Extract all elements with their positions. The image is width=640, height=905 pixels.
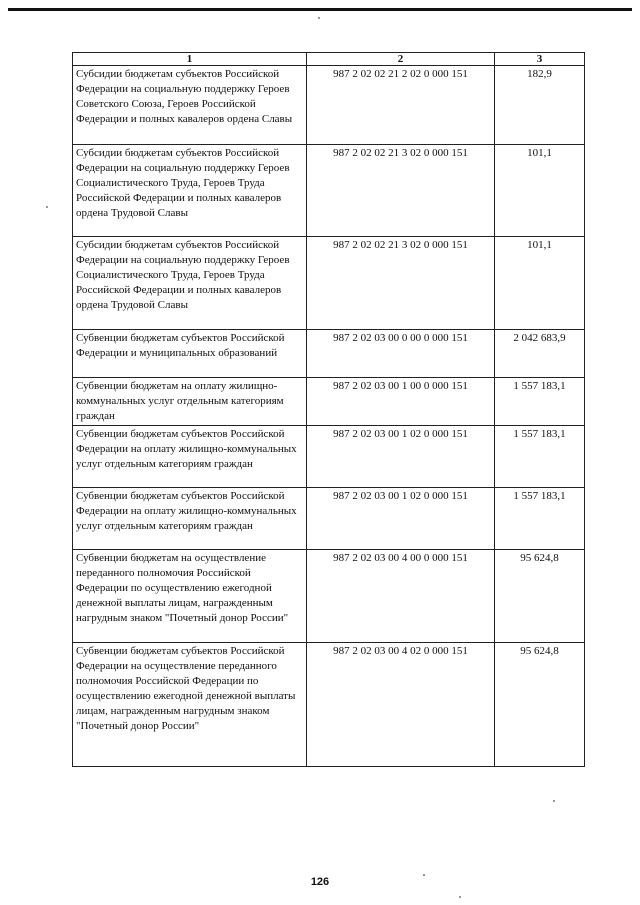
row-description: Субвенции бюджетам на оплату жилищно-коммунальных услуг отдельным категориям граждан (73, 378, 307, 426)
row-amount: 2 042 683,9 (495, 330, 585, 378)
scan-speck (46, 206, 48, 208)
row-code: 987 2 02 03 00 4 00 0 000 151 (307, 550, 495, 643)
row-amount: 182,9 (495, 66, 585, 145)
row-amount: 1 557 183,1 (495, 426, 585, 488)
table-row (73, 145, 585, 237)
row-amount: 101,1 (495, 145, 585, 237)
row-description: Субсидии бюджетам субъектов Российской Федерации на социальную поддержку Героев Социалистического Труда, Героев Труда Российской Федерации и полных кавалеров ордена Трудовой Славы (73, 237, 307, 330)
scan-speck (553, 800, 555, 802)
row-description: Субсидии бюджетам субъектов Российской Федерации на социальную поддержку Героев Советского Союза, Героев Российской Федерации и полных кавалеров ордена Славы (73, 66, 307, 145)
row-code: 987 2 02 03 00 0 00 0 000 151 (307, 330, 495, 378)
row-amount: 101,1 (495, 237, 585, 330)
table-row (73, 378, 585, 426)
row-amount: 95 624,8 (495, 550, 585, 643)
column-header-2: 2 (307, 53, 495, 66)
row-amount: 1 557 183,1 (495, 488, 585, 550)
row-description: Субвенции бюджетам субъектов Российской Федерации на оплату жилищно-коммунальных услуг отдельным категориям граждан (73, 426, 307, 488)
budget-table (72, 52, 585, 767)
row-code: 987 2 02 02 21 2 02 0 000 151 (307, 66, 495, 145)
row-description: Субвенции бюджетам на осуществление переданного полномочия Российской Федерации по осуществлению ежегодной денежной выплаты лицам, награжденным нагрудным знаком "Почетный донор России" (73, 550, 307, 643)
table-row (73, 488, 585, 550)
header-row (73, 53, 585, 66)
row-amount: 1 557 183,1 (495, 378, 585, 426)
row-code: 987 2 02 03 00 1 02 0 000 151 (307, 488, 495, 550)
table-row (73, 426, 585, 488)
row-description: Субвенции бюджетам субъектов Российской Федерации на оплату жилищно-коммунальных услуг отдельным категориям граждан (73, 488, 307, 550)
row-code: 987 2 02 03 00 4 02 0 000 151 (307, 643, 495, 767)
page-number: 126 (310, 876, 330, 888)
row-code: 987 2 02 02 21 3 02 0 000 151 (307, 145, 495, 237)
row-amount: 95 624,8 (495, 643, 585, 767)
table-row (73, 550, 585, 643)
scan-speck (318, 17, 320, 19)
row-code: 987 2 02 03 00 1 02 0 000 151 (307, 426, 495, 488)
column-header-1: 1 (73, 53, 307, 66)
row-code: 987 2 02 03 00 1 00 0 000 151 (307, 378, 495, 426)
row-code: 987 2 02 02 21 3 02 0 000 151 (307, 237, 495, 330)
table-row (73, 330, 585, 378)
scan-speck (459, 896, 461, 898)
table-row (73, 66, 585, 145)
table-row (73, 237, 585, 330)
top-rule (8, 8, 632, 11)
row-description: Субвенции бюджетам субъектов Российской Федерации и муниципальных образований (73, 330, 307, 378)
column-header-3: 3 (495, 53, 585, 66)
row-description: Субвенции бюджетам субъектов Российской Федерации на осуществление переданного полномочия Российской Федерации по осуществлению ежегодной денежной выплаты лицам, награжденным нагрудным знаком "Почетный донор России" (73, 643, 307, 767)
row-description: Субсидии бюджетам субъектов Российской Федерации на социальную поддержку Героев Социалистического Труда, Героев Труда Российской Федерации и полных кавалеров ордена Трудовой Славы (73, 145, 307, 237)
table-row (73, 643, 585, 767)
